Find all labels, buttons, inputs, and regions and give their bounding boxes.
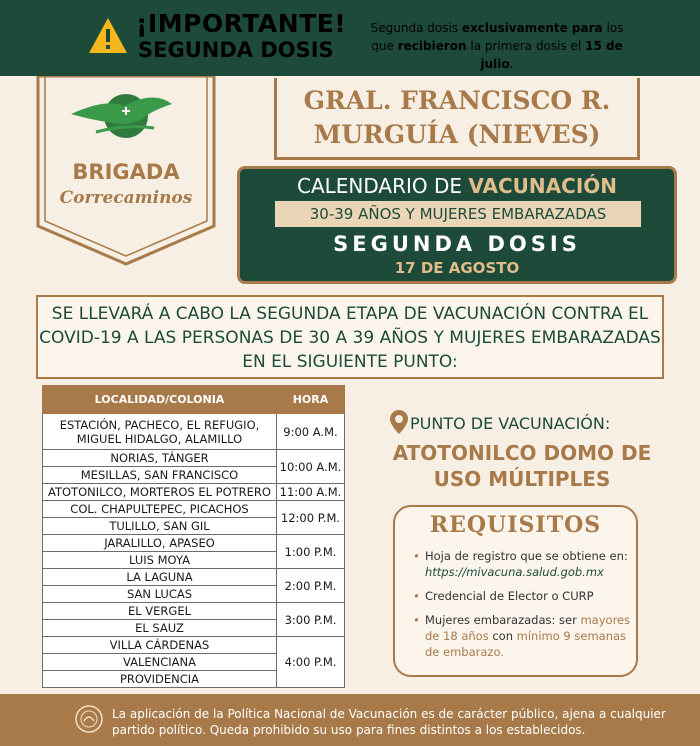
table-row — [43, 414, 345, 450]
table-cell-localidad: VALENCIANA — [43, 654, 277, 671]
requisitos-title: REQUISITOS — [429, 512, 602, 538]
calendar-date: 17 DE AGOSTO — [394, 259, 520, 277]
table-row — [43, 569, 345, 586]
table-cell-hora: 10:00 A.M. — [277, 450, 345, 484]
calendar-dose: SEGUNDA DOSIS — [333, 232, 581, 256]
table-cell-hora: 4:00 P.M. — [277, 637, 345, 688]
requisitos-list — [413, 548, 638, 668]
table-cell-localidad: LUIS MOYA — [43, 552, 277, 569]
table-cell-localidad: EL SAUZ — [43, 620, 277, 637]
punto-label: PUNTO DE VACUNACIÓN: — [410, 414, 611, 433]
table-cell-hora: 3:00 P.M. — [277, 603, 345, 637]
table-cell-localidad: LA LAGUNA — [43, 569, 277, 586]
table-cell-hora: 2:00 P.M. — [277, 569, 345, 603]
footer-text: La aplicación de la Política Nacional de Vacunación es de carácter público, ajena a cualquier partido político. Queda prohibido su uso para fines distintos a los establecidos. — [112, 707, 666, 737]
table-cell-localidad: PROVIDENCIA — [43, 671, 277, 688]
brand-name: BRIGADA — [72, 160, 180, 184]
table-row — [43, 450, 345, 467]
message-text: SE LLEVARÁ A CABO LA SEGUNDA ETAPA DE VACUNACIÓN CONTRA EL COVID-19 A LAS PERSONAS DE 30 A 39 AÑOS Y MUJERES EMBARAZADAS EN EL SIGUIENTE PUNTO: — [39, 304, 661, 372]
list-item: • Credencial de Elector o CURP — [413, 588, 638, 604]
warning-icon — [88, 16, 128, 56]
registration-link[interactable]: https://mivacuna.salud.gob.mx — [425, 565, 604, 579]
punto-name: ATOTONILCO DOMO DE USO MÚLTIPLES — [392, 441, 652, 491]
table-row — [43, 637, 345, 654]
table-cell-localidad: JARALILLO, APASEO — [43, 535, 277, 552]
table-cell-localidad: ESTACIÓN, PACHECO, EL REFUGIO, MIGUEL HIDALGO, ALAMILLO — [43, 414, 277, 450]
table-cell-localidad: TULILLO, SAN GIL — [43, 518, 277, 535]
table-cell-hora: 9:00 A.M. — [277, 414, 345, 450]
table-cell-localidad: EL VERGEL — [43, 603, 277, 620]
important-title: ¡IMPORTANTE! — [136, 9, 347, 38]
table-cell-localidad: SAN LUCAS — [43, 586, 277, 603]
table-row — [43, 501, 345, 518]
list-item: • Mujeres embarazadas: ser mayores de 18 años con mínimo 9 semanas de embarazo. — [413, 612, 638, 660]
table-cell-hora: 12:00 P.M. — [277, 501, 345, 535]
table-header-localidad: LOCALIDAD/COLONIA — [43, 386, 277, 414]
important-note: Segunda dosis exclusivamente para los que recibieron la primera dosis el 15 de julio. — [370, 21, 624, 71]
table-row — [43, 535, 345, 552]
table-row — [43, 603, 345, 620]
table-row — [43, 484, 345, 501]
table-cell-localidad: COL. CHAPULTEPEC, PICACHOS — [43, 501, 277, 518]
table-cell-localidad: NORIAS, TÁNGER — [43, 450, 277, 467]
table-cell-hora: 1:00 P.M. — [277, 535, 345, 569]
calendar-title: CALENDARIO DE VACUNACIÓN — [297, 174, 617, 198]
table-cell-localidad: MESILLAS, SAN FRANCISCO — [43, 467, 277, 484]
table-cell-hora: 11:00 A.M. — [277, 484, 345, 501]
list-item: • Hoja de registro que se obtiene en: https://mivacuna.salud.gob.mx — [413, 548, 638, 580]
brand-subname: Correcaminos — [59, 188, 193, 208]
table-cell-localidad: VILLA CÁRDENAS — [43, 637, 277, 654]
table-cell-localidad: ATOTONILCO, MORTEROS EL POTRERO — [43, 484, 277, 501]
mexico-seal-icon — [74, 704, 104, 734]
table-header-hora: HORA — [277, 386, 345, 414]
location-pin-icon — [390, 410, 408, 434]
calendar-group: 30-39 AÑOS Y MUJERES EMBARAZADAS — [275, 201, 641, 227]
important-subtitle: SEGUNDA DOSIS — [138, 38, 334, 62]
municipality-name: GRAL. FRANCISCO R. MURGUÍA (NIEVES) — [303, 86, 611, 149]
schedule-table — [42, 385, 345, 688]
